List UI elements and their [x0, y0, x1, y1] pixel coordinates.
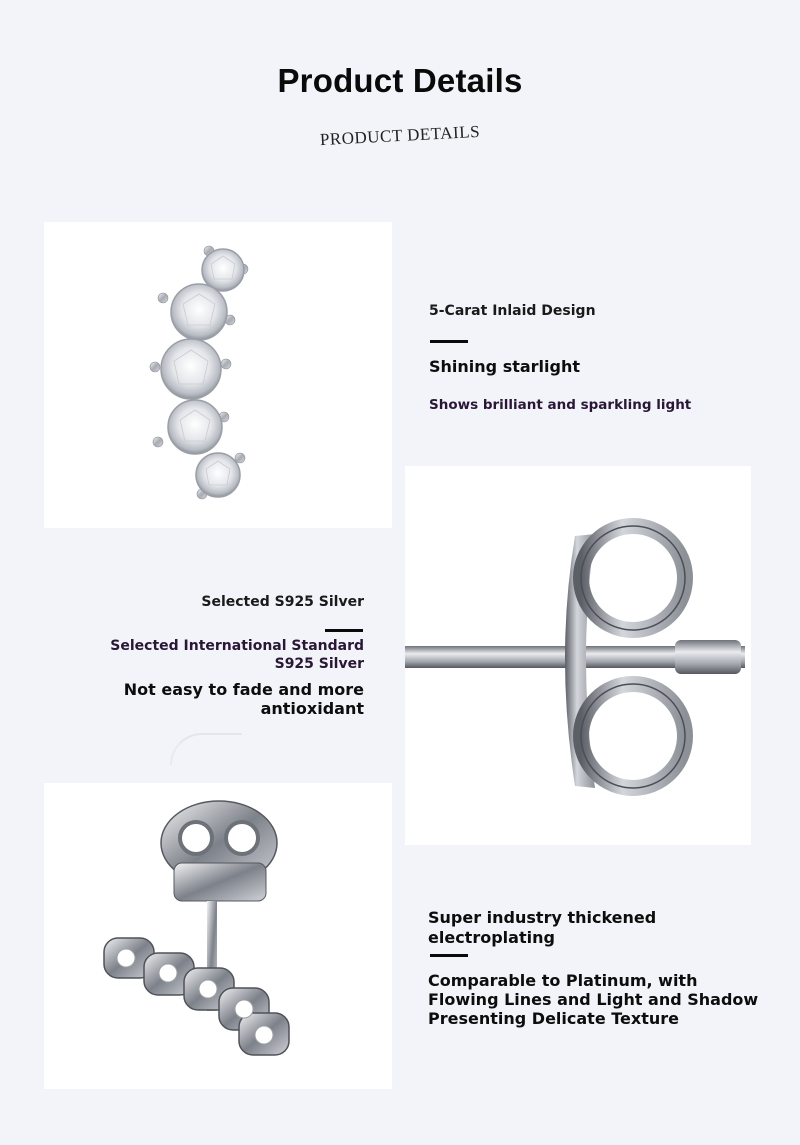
section3-desc-line1: Comparable to Platinum, with: [428, 971, 698, 990]
section2-line1: Selected International Standard: [110, 638, 364, 654]
section3-heading-line2: electroplating: [428, 928, 555, 947]
section1-divider: [430, 340, 468, 343]
section2-heading: Selected S925 Silver: [201, 594, 364, 610]
section3-divider: [430, 954, 468, 957]
product-photo-front: [44, 222, 392, 528]
section1-tagline: Shining starlight: [429, 357, 581, 376]
earring-side-icon: [44, 783, 392, 1089]
decorative-reflection: [170, 733, 242, 765]
section1-description: Shows brilliant and sparkling light: [429, 397, 692, 413]
section2-tagline-line2: antioxidant: [260, 699, 364, 718]
earring-front-icon: [44, 222, 392, 528]
section1-heading: 5-Carat Inlaid Design: [429, 303, 596, 319]
section2-tagline-line1: Not easy to fade and more: [123, 680, 364, 699]
page-subtitle: PRODUCT DETAILS: [319, 121, 481, 150]
product-photo-back: [405, 466, 751, 845]
section3-heading-line1: Super industry thickened: [428, 908, 657, 927]
section3-desc-line2: Flowing Lines and Light and Shadow: [428, 990, 759, 1009]
earring-back-closeup-icon: [405, 466, 751, 845]
page-title: Product Details: [277, 62, 523, 99]
section3-desc-line3: Presenting Delicate Texture: [428, 1009, 679, 1028]
section2-line2: S925 Silver: [274, 656, 364, 672]
product-photo-side: [44, 783, 392, 1089]
section2-divider: [325, 629, 363, 632]
